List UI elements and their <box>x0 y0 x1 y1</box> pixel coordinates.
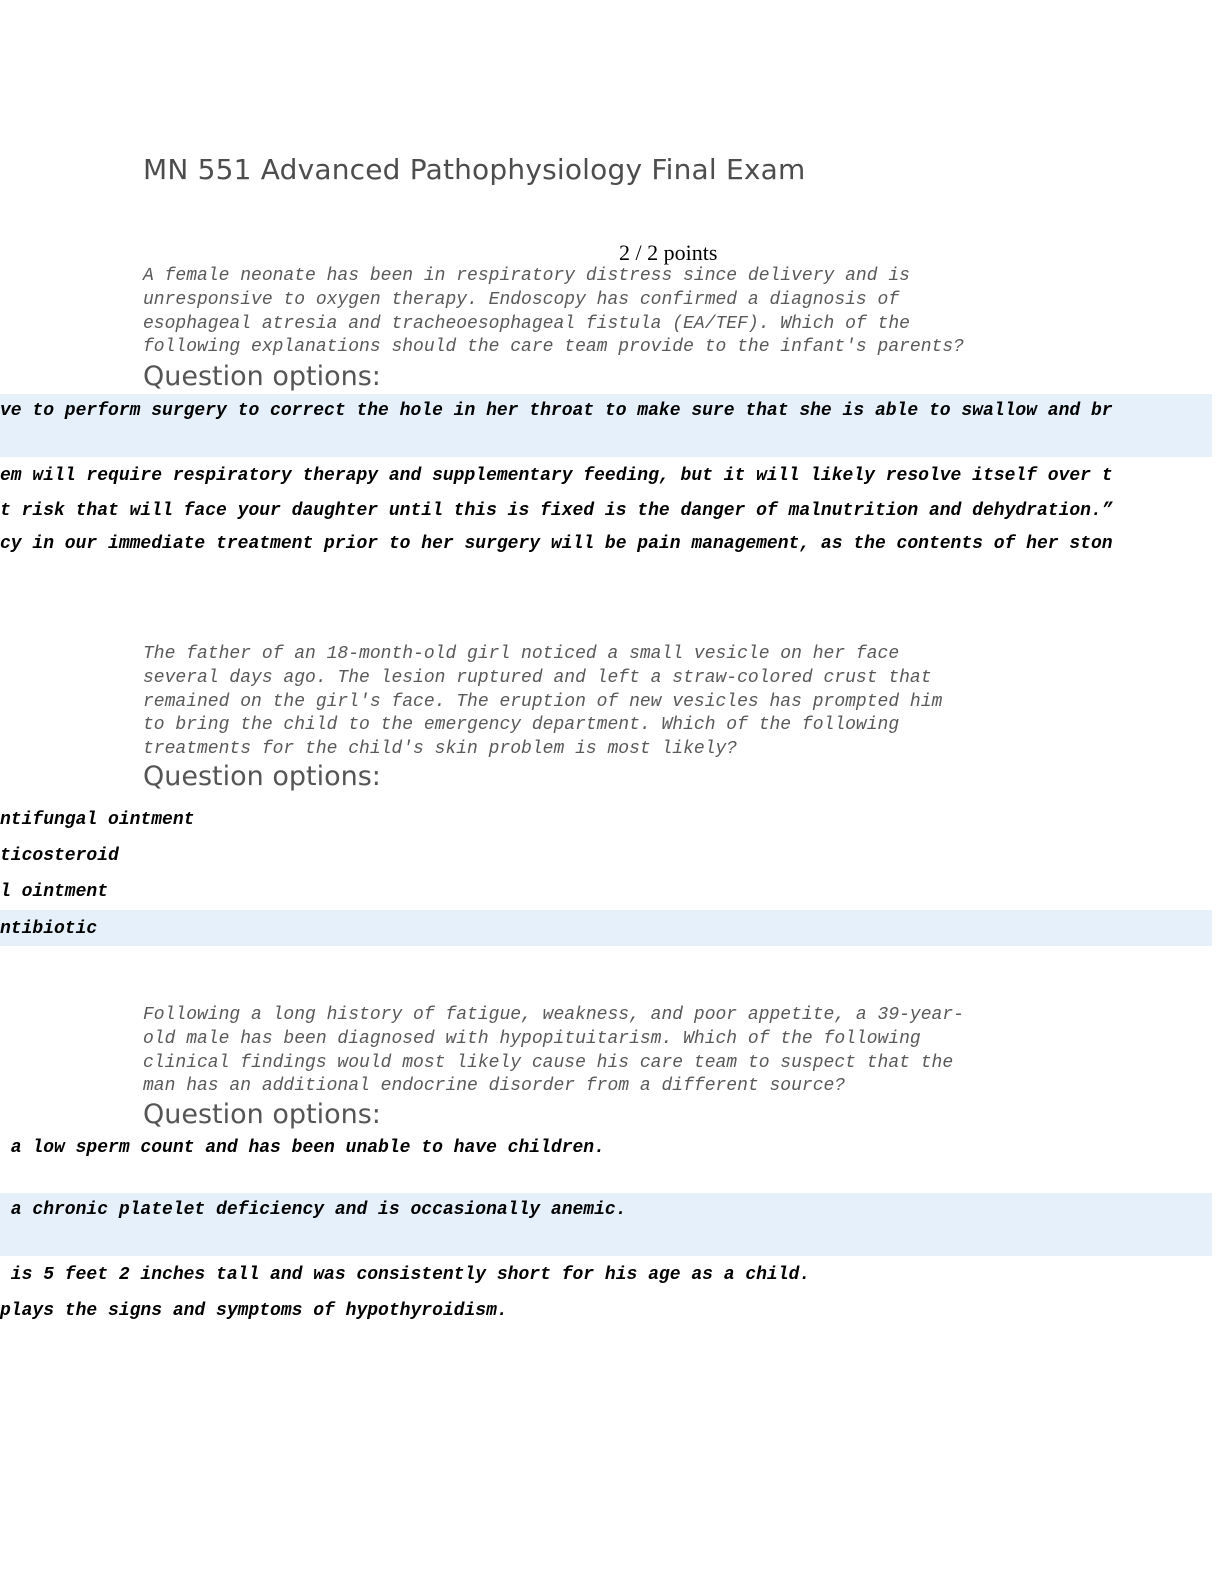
question-1-text <box>143 265 1143 360</box>
answer-option-selected[interactable] <box>0 910 1212 946</box>
answer-option-text: cy in our immediate treatment prior to her surgery will be pain management, as the contents of her ston <box>0 534 1113 554</box>
answer-option[interactable] <box>0 882 1212 906</box>
answer-option-text: ntibiotic <box>0 919 98 939</box>
answer-option-text: ve to perform surgery to correct the hole in her throat to make sure that she is able to swallow and br <box>0 401 1113 421</box>
page-title: MN 551 Advanced Pathophysiology Final Exam <box>143 153 806 186</box>
question-text-line: Following a long history of fatigue, weakness, and poor appetite, a 39-year- <box>143 1005 964 1025</box>
question-3-text <box>143 1004 1143 1099</box>
answer-option-selected[interactable] <box>0 394 1212 457</box>
answer-option[interactable] <box>0 1265 1212 1289</box>
points-score: 2 / 2 points <box>619 240 718 265</box>
answer-option-text: plays the signs and symptoms of hypothyroidism. <box>0 1301 508 1321</box>
question-text-line: clinical findings would most likely cause his care team to suspect that the <box>143 1052 954 1073</box>
answer-option[interactable] <box>0 1301 1212 1325</box>
question-text-line: old male has been diagnosed with hypopituitarism. Which of the following <box>143 1028 921 1049</box>
answer-option-text: ntifungal ointment <box>0 810 195 830</box>
question-text-line: The father of an 18-month-old girl noticed a small vesicle on her face <box>143 644 900 664</box>
answer-option-text: em will require respiratory therapy and supplementary feeding, but it will likely resolve itself over t <box>0 466 1113 486</box>
question-text-line: several days ago. The lesion ruptured and left a straw-colored crust that <box>143 667 932 688</box>
answer-option-selected[interactable] <box>0 1193 1212 1256</box>
question-options-heading: Question options: <box>143 361 381 392</box>
question-text-line: remained on the girl's face. The eruption of new vesicles has prompted him <box>143 691 943 712</box>
answer-option[interactable] <box>0 1138 1212 1162</box>
answer-option-text: is 5 feet 2 inches tall and was consistently short for his age as a child. <box>0 1265 811 1285</box>
question-text-line: treatments for the child's skin problem is most likely? <box>143 739 738 760</box>
question-2-text <box>143 643 1143 762</box>
answer-option-text: a low sperm count and has been unable to have children. <box>0 1138 605 1158</box>
question-text-line: to bring the child to the emergency department. Which of the following <box>143 715 900 736</box>
answer-option[interactable] <box>0 846 1212 870</box>
answer-option[interactable] <box>0 466 1212 490</box>
answer-option-text: l ointment <box>0 882 109 902</box>
question-options-heading: Question options: <box>143 761 381 792</box>
answer-option[interactable] <box>0 534 1212 558</box>
question-text-line: following explanations should the care team provide to the infant's parents? <box>143 337 964 358</box>
answer-option[interactable] <box>0 810 1212 834</box>
answer-option[interactable] <box>0 501 1212 525</box>
question-text-line: A female neonate has been in respiratory distress since delivery and is <box>143 266 910 286</box>
answer-option-text: ticosteroid <box>0 846 119 866</box>
question-text-line: man has an additional endocrine disorder from a different source? <box>143 1076 846 1097</box>
question-options-heading: Question options: <box>143 1099 381 1130</box>
answer-option-text: a chronic platelet deficiency and is occasionally anemic. <box>0 1200 627 1220</box>
answer-option-text: t risk that will face your daughter until this is fixed is the danger of malnutrition and dehydration.” <box>0 501 1113 521</box>
question-text-line: esophageal atresia and tracheoesophageal fistula (EA/TEF). Which of the <box>143 313 910 334</box>
question-text-line: unresponsive to oxygen therapy. Endoscopy has confirmed a diagnosis of <box>143 289 900 310</box>
